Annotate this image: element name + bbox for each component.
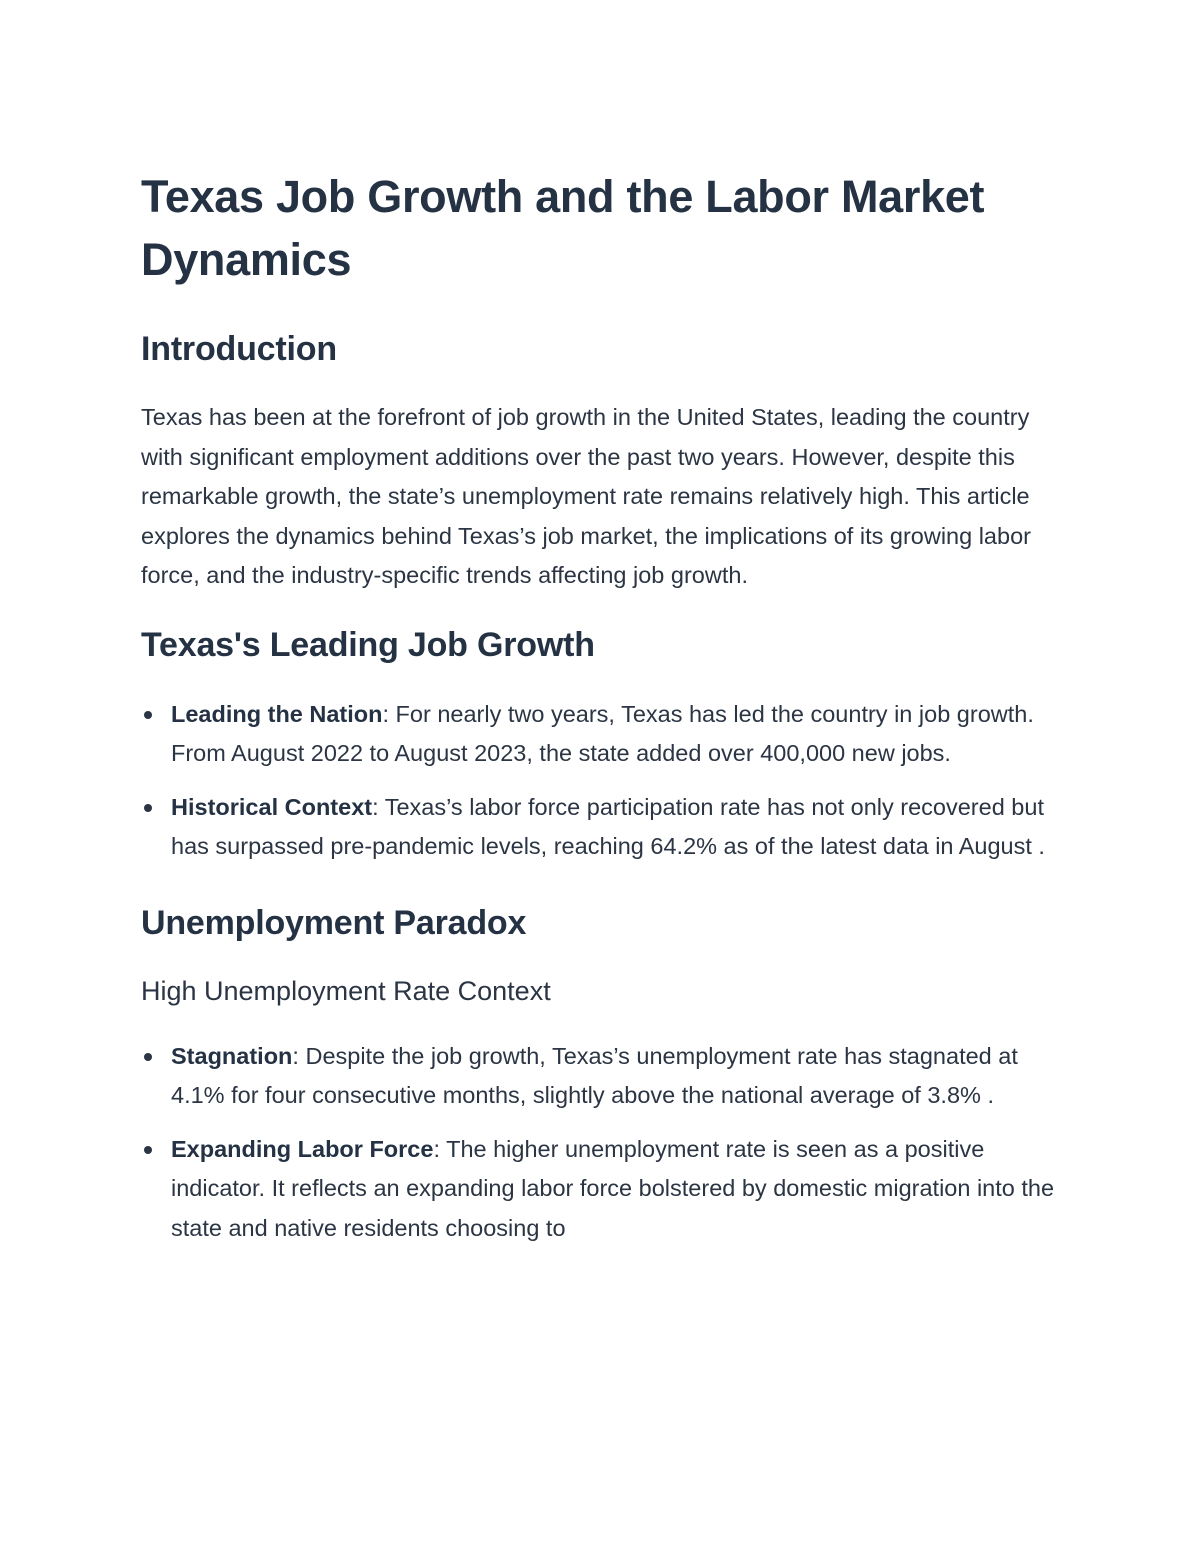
- list-item-text: : Despite the job growth, Texas’s unemployment rate has stagnated at 4.1% for four consecutive months, slightly above the national average of 3.8% .: [171, 1042, 1018, 1108]
- list-item-term: Stagnation: [171, 1042, 293, 1069]
- document-page: [141, 165, 1061, 1248]
- list-item-term: Expanding Labor Force: [171, 1135, 434, 1162]
- introduction-paragraph: Texas has been at the forefront of job growth in the United States, leading the country with significant employment additions over the past two years. However, despite this remarkable growth, the state’s unemployment rate remains relatively high. This article explores the dynamics behind Texas’s job market, the implications of its growing labor force, and the industry-specific trends affecting job growth.: [141, 404, 1031, 588]
- list-item-text: : The higher unemployment rate is seen as a positive indicator. It reflects an expanding labor force bolstered by domestic migration into the state and native residents choosing to: [171, 1135, 1055, 1241]
- bullet-icon: [144, 1053, 152, 1061]
- unemployment-list: [141, 1037, 1061, 1249]
- list-item-term: Leading the Nation: [171, 700, 383, 727]
- list-item-term: Historical Context: [171, 793, 373, 820]
- list-item: [141, 788, 1061, 867]
- unemployment-paradox-heading: Unemployment Paradox: [141, 903, 527, 942]
- document-title: Texas Job Growth and the Labor Market Dynamics: [141, 171, 985, 285]
- list-item: [141, 1037, 1061, 1116]
- list-item: [141, 695, 1061, 774]
- leading-growth-heading: Texas's Leading Job Growth: [141, 625, 595, 664]
- bullet-icon: [144, 804, 152, 812]
- leading-growth-list: [141, 695, 1061, 867]
- list-item: [141, 1130, 1061, 1249]
- bullet-icon: [144, 711, 152, 719]
- bullet-icon: [144, 1146, 152, 1154]
- unemployment-context-subheading: High Unemployment Rate Context: [141, 975, 551, 1006]
- introduction-heading: Introduction: [141, 330, 337, 368]
- list-item-text: : Texas’s labor force participation rate has not only recovered but has surpassed pre-pandemic levels, reaching 64.2% as of the latest data in August .: [171, 793, 1045, 859]
- list-item-text: : For nearly two years, Texas has led the country in job growth. From August 2022 to August 2023, the state added over 400,000 new jobs.: [171, 700, 1034, 766]
